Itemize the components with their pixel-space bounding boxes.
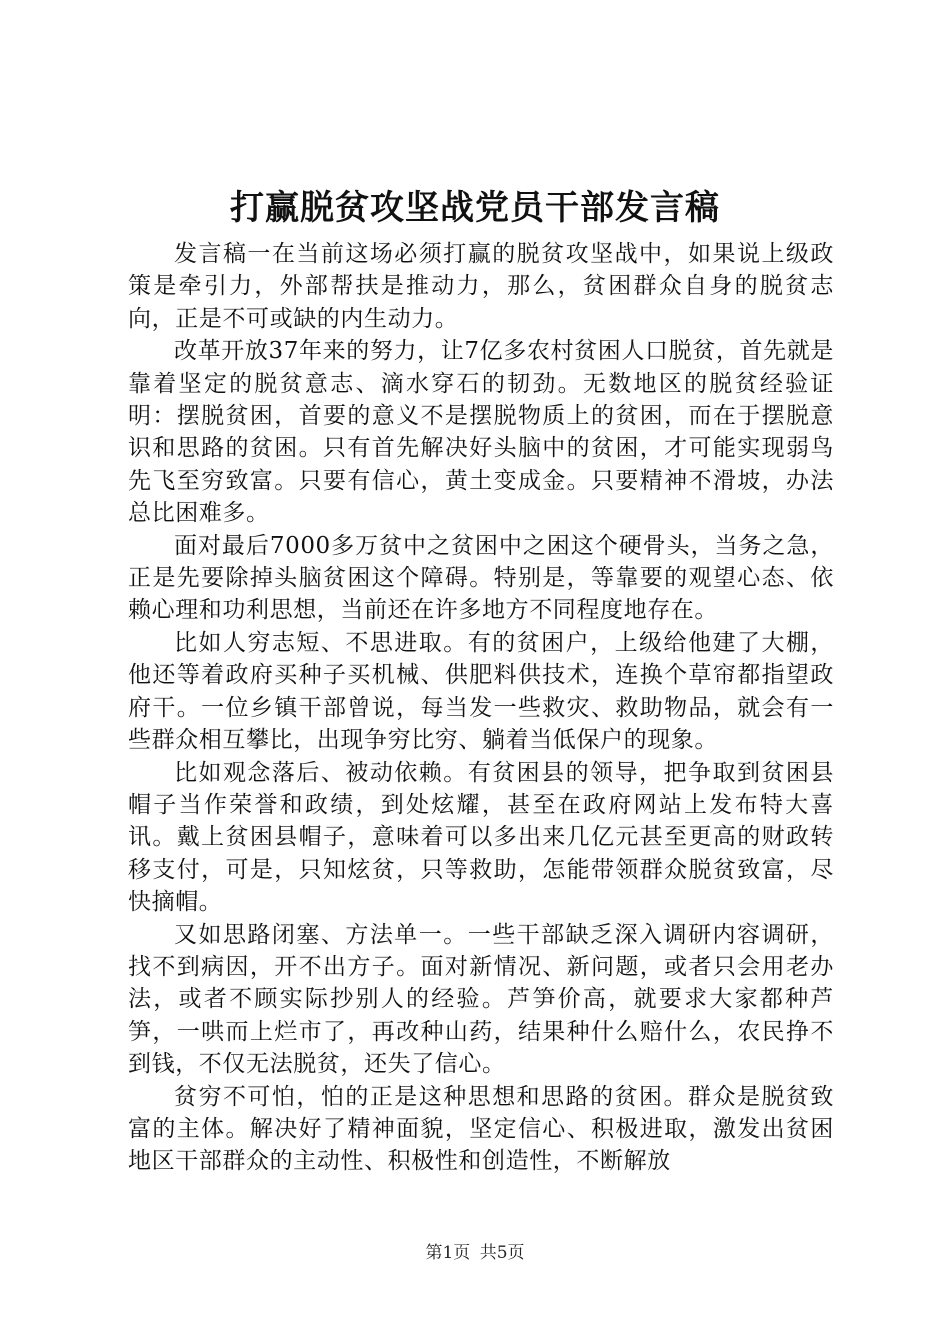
paragraph: 又如思路闭塞、方法单一。一些干部缺乏深入调研内容调研，找不到病因，开不出方子。面对新情况、新问题，或者只会用老办法，或者不顾实际抄别人的经验。芦笋价高，就要求大家都种芦笋，一哄而上烂市了，再改种山药，结果种什么赔什么，农民挣不到钱，不仅无法脱贫，还失了信心。 [128, 921, 834, 1078]
paragraph: 比如人穷志短、不思进取。有的贫困户，上级给他建了大棚，他还等着政府买种子买机械、供肥料供技术，连换个草帘都指望政府干。一位乡镇干部曾说，每当发一些救灾、救助物品，就会有一些群众相互攀比，出现争穷比穷、躺着当低保户的现象。 [128, 629, 834, 754]
page-footer [0, 1241, 950, 1265]
document-title: 打赢脱贫攻坚战党员干部发言稿 [230, 188, 720, 228]
paragraph: 面对最后7000多万贫中之贫困中之困这个硬骨头，当务之急，正是先要除掉头脑贫困这个障碍。特别是，等靠要的观望心态、依赖心理和功利思想，当前还在许多地方不同程度地存在。 [128, 532, 834, 624]
page-total: 共5页 [479, 1243, 525, 1263]
paragraph: 发言稿一在当前这场必须打赢的脱贫攻坚战中，如果说上级政策是牵引力，外部帮扶是推动力，那么，贫困群众自身的脱贫志向，正是不可或缺的内生动力。 [128, 241, 834, 332]
document-body [128, 238, 834, 1178]
page-number: 第1页 [425, 1243, 471, 1263]
paragraph: 改革开放37年来的努力，让7亿多农村贫困人口脱贫，首先就是靠着坚定的脱贫意志、滴水穿石的韧劲。无数地区的脱贫经验证明：摆脱贫困，首要的意义不是摆脱物质上的贫困，而在于摆脱意识和思路的贫困。只有首先解决好头脑中的贫困，才可能实现弱鸟先飞至穷致富。只要有信心，黄土变成金。只要精神不滑坡，办法总比困难多。 [128, 338, 834, 527]
paragraph: 比如观念落后、被动依赖。有贫困县的领导，把争取到贫困县帽子当作荣誉和政绩，到处炫耀，甚至在政府网站上发布特大喜讯。戴上贫困县帽子，意味着可以多出来几亿元甚至更高的财政转移支付，可是，只知炫贫，只等救助，怎能带领群众脱贫致富，尽快摘帽。 [128, 759, 834, 916]
paragraph: 贫穷不可怕，怕的正是这种思想和思路的贫困。群众是脱贫致富的主体。解决好了精神面貌，坚定信心、积极进取，激发出贫困地区干部群众的主动性、积极性和创造性，不断解放 [128, 1083, 834, 1175]
